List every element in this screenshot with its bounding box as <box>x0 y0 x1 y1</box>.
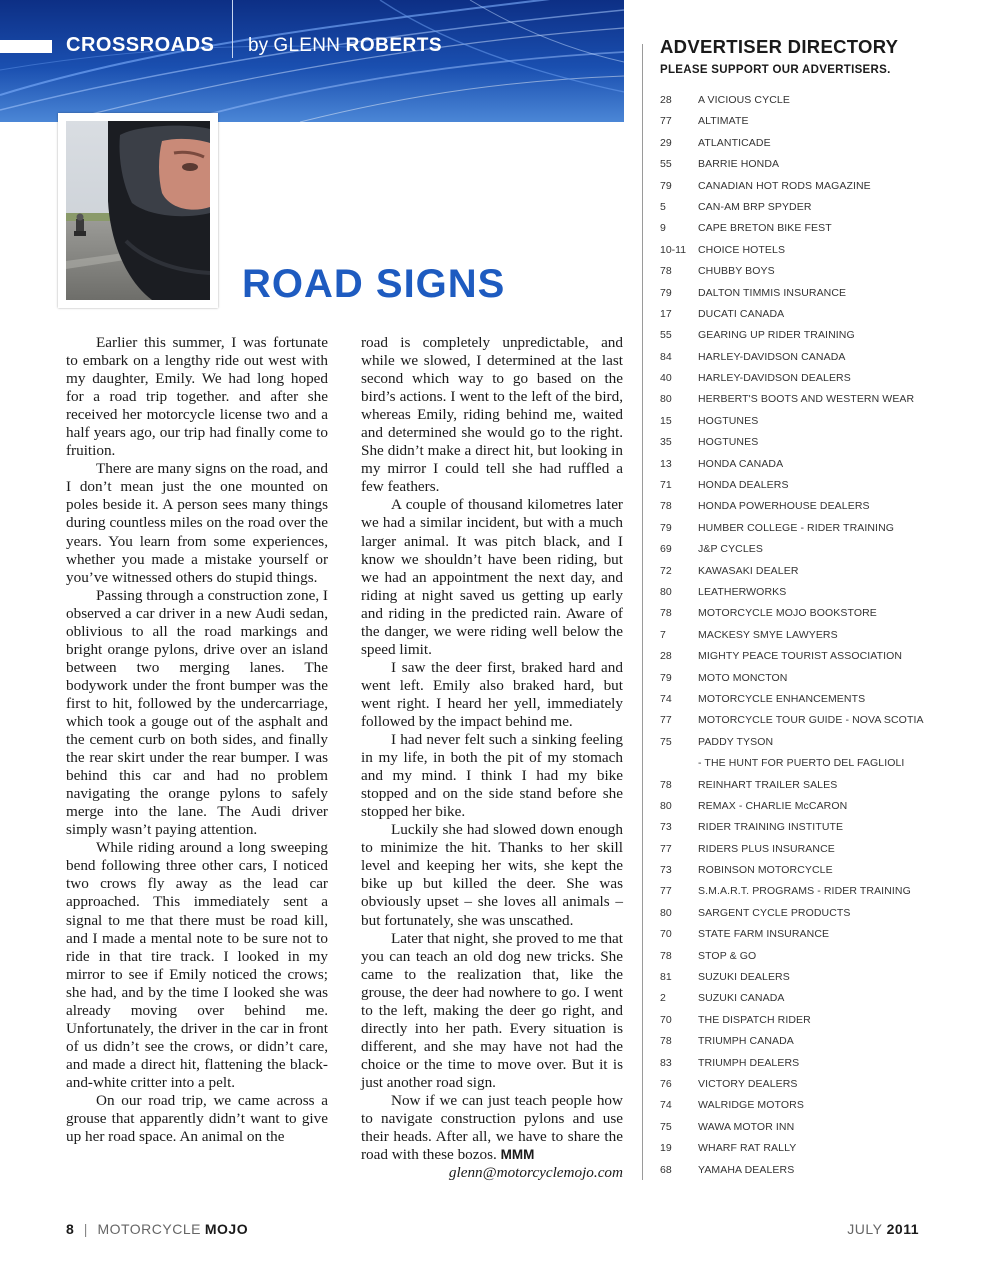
directory-entry-page: 17 <box>660 307 672 320</box>
directory-entry-name: STOP & GO <box>698 949 757 962</box>
paragraph: Later that night, she proved to me that you can teach an old dog new tricks. She came to the realization that, like the grouse, the deer had nowhere to go. I went to the left, making the deer go right, and directly into her path. Every situation is different, and she may have not had the choice or the time to move over. But it is just another road sign. <box>361 929 623 1091</box>
paragraph-continued: road is completely unpredictable, and while we slowed, I determined at the last second which way to go based on the bird’s actions. I went to the left of the bird, whereas Emily, riding behind me, waited and determined she would go to the right. She didn’t make a direct hit, but looking in my mirror I could tell she had ruffled a few feathers. <box>361 334 623 496</box>
directory-entry <box>660 1010 960 1031</box>
directory-entry <box>660 304 960 325</box>
directory-entry-page: 79 <box>660 671 672 684</box>
directory-entry-page: 80 <box>660 799 672 812</box>
header-swoosh-graphic <box>0 0 624 122</box>
directory-entry <box>660 967 960 988</box>
author-first-name: GLENN <box>273 35 341 56</box>
author-last-name: ROBERTS <box>345 35 443 56</box>
directory-entry-page: 69 <box>660 543 672 556</box>
directory-subtitle: PLEASE SUPPORT OUR ADVERTISERS. <box>660 64 891 76</box>
directory-entry-page: 83 <box>660 1056 672 1069</box>
directory-entry-name: HONDA POWERHOUSE DEALERS <box>698 500 870 513</box>
directory-entry-page: 13 <box>660 457 672 470</box>
directory-entry <box>660 817 960 838</box>
directory-entry <box>660 1160 960 1181</box>
directory-entry <box>660 903 960 924</box>
author-email[interactable]: glenn@motorcyclemojo.com <box>448 1164 623 1182</box>
directory-entry-page: 72 <box>660 564 672 577</box>
directory-entry-page: 75 <box>660 735 672 748</box>
directory-entry <box>660 176 960 197</box>
directory-entry <box>660 432 960 453</box>
header-divider <box>232 0 233 58</box>
directory-entry-name: DUCATI CANADA <box>698 307 785 320</box>
directory-entry-name: HUMBER COLLEGE - RIDER TRAINING <box>698 521 895 534</box>
directory-entry <box>660 133 960 154</box>
directory-entry <box>660 946 960 967</box>
directory-entry-page: 80 <box>660 393 672 406</box>
directory-entry-name: ATLANTICADE <box>698 136 771 149</box>
directory-entry-name: WALRIDGE MOTORS <box>698 1099 804 1112</box>
directory-entry-page: 40 <box>660 372 672 385</box>
directory-entry-page: 75 <box>660 1120 672 1133</box>
directory-entry <box>660 839 960 860</box>
directory-entry <box>660 753 960 774</box>
directory-entry-page: 35 <box>660 436 672 449</box>
directory-entry-name: PADDY TYSON <box>698 735 774 748</box>
directory-entry <box>660 1117 960 1138</box>
directory-entry-name: HOGTUNES <box>698 436 759 449</box>
paragraph: On our road trip, we came across a grouse that apparently didn’t want to give up her road space. An animal on the <box>66 1091 328 1146</box>
directory-entry-name: YAMAHA DEALERS <box>698 1163 795 1176</box>
directory-entry <box>660 347 960 368</box>
directory-entry-page: 68 <box>660 1163 672 1176</box>
directory-title: ADVERTISER DIRECTORY <box>660 36 899 57</box>
directory-entry-page: 78 <box>660 265 672 278</box>
directory-entry <box>660 283 960 304</box>
directory-entry-name: REINHART TRAILER SALES <box>698 778 838 791</box>
directory-entry <box>660 668 960 689</box>
directory-entry-page: 81 <box>660 971 672 984</box>
directory-entry-page: 76 <box>660 1077 672 1090</box>
directory-entry <box>660 646 960 667</box>
directory-entry-name: HARLEY-DAVIDSON DEALERS <box>698 372 851 385</box>
directory-entry <box>660 1095 960 1116</box>
author-photo <box>58 113 218 308</box>
directory-entry <box>660 1074 960 1095</box>
article-column-right <box>361 334 623 1182</box>
directory-entry-name: HONDA DEALERS <box>698 479 789 492</box>
directory-entry <box>660 368 960 389</box>
magazine-name-first: MOTORCYCLE <box>97 1221 201 1237</box>
directory-entry <box>660 389 960 410</box>
directory-entry <box>660 603 960 624</box>
paragraph: I saw the deer first, braked hard and went left. Emily also braked hard, but went right. I heard her yell, immediately followed by the impact behind me. <box>361 658 623 730</box>
directory-entry <box>660 561 960 582</box>
directory-entry <box>660 582 960 603</box>
directory-entry <box>660 496 960 517</box>
directory-entry-page: 70 <box>660 1013 672 1026</box>
paragraph: While riding around a long sweeping bend following three other cars, I noticed two crows fly away as the lead car approached. This immediately sent a signal to me that there must be road kill, and I made a mental note to be sure not to ride in that tire track. I looked in my mirror to see if Emily noticed the crows; she had, and by the time I looked she was already moving over behind me. Unfortunately, the driver in the car in front of us didn’t see the crows, or didn’t care, and made a direct hit, flattening the black-and-white critter into a pelt. <box>66 839 328 1091</box>
directory-entry-name: VICTORY DEALERS <box>698 1077 798 1090</box>
directory-entry-name: GEARING UP RIDER TRAINING <box>698 329 855 342</box>
directory-entry <box>660 1031 960 1052</box>
directory-entry-name: CANADIAN HOT RODS MAGAZINE <box>698 179 871 192</box>
directory-entry-page: 2 <box>660 992 666 1005</box>
article-headline: ROAD SIGNS <box>242 262 506 306</box>
directory-entry-name: MACKESY SMYE LAWYERS <box>698 628 838 641</box>
directory-entry-name: RIDER TRAINING INSTITUTE <box>698 821 844 834</box>
directory-entry-page: 78 <box>660 778 672 791</box>
directory-entry-name: S.M.A.R.T. PROGRAMS - RIDER TRAINING <box>698 885 911 898</box>
directory-entry-name: CAN-AM BRP SPYDER <box>698 200 812 213</box>
directory-entry-name: TRIUMPH DEALERS <box>698 1056 800 1069</box>
directory-entry-page: 80 <box>660 585 672 598</box>
directory-entry-page: 80 <box>660 906 672 919</box>
directory-entry <box>660 924 960 945</box>
directory-entry-name: SARGENT CYCLE PRODUCTS <box>698 906 851 919</box>
issue-month: JULY <box>847 1221 883 1237</box>
directory-entry <box>660 518 960 539</box>
directory-entry-page: 55 <box>660 329 672 342</box>
directory-entry-page: 78 <box>660 949 672 962</box>
directory-entry-name: SUZUKI CANADA <box>698 992 785 1005</box>
directory-entry <box>660 454 960 475</box>
directory-entry-page: 15 <box>660 414 672 427</box>
closing-paragraph <box>361 1092 623 1164</box>
section-marker-bar <box>0 40 52 53</box>
directory-entry <box>660 710 960 731</box>
directory-entry <box>660 154 960 175</box>
directory-entry-name: CAPE BRETON BIKE FEST <box>698 222 832 235</box>
directory-entry-name: LEATHERWORKS <box>698 585 787 598</box>
directory-entry <box>660 475 960 496</box>
directory-entry-page: 9 <box>660 222 666 235</box>
directory-entry-name: BARRIE HONDA <box>698 158 780 171</box>
closing-text: Now if we can just teach people how to navigate construction pylons and use their heads. After all, we have to share the road with these bozos. <box>361 1091 623 1164</box>
directory-entry-page: 29 <box>660 136 672 149</box>
directory-entry <box>660 197 960 218</box>
directory-entry-page: 19 <box>660 1142 672 1155</box>
directory-entry-name: MOTORCYCLE ENHANCEMENTS <box>698 692 866 705</box>
directory-entry-page: 79 <box>660 286 672 299</box>
paragraph: There are many signs on the road, and I don’t mean just the one mounted on poles beside it. A person sees many things during countless miles on the road over the years. You learn from some experiences, whether you made a mistake yourself or you’ve witnessed others do stupid things. <box>66 460 328 586</box>
section-title: CROSSROADS <box>66 34 215 56</box>
directory-entry-name: MOTO MONCTON <box>698 671 788 684</box>
directory-entry <box>660 218 960 239</box>
directory-entry-name: HOGTUNES <box>698 414 759 427</box>
directory-entry-page: 78 <box>660 500 672 513</box>
directory-entry-name: HERBERT'S BOOTS AND WESTERN WEAR <box>698 393 915 406</box>
page-number: 8 <box>66 1221 74 1237</box>
directory-entry <box>660 625 960 646</box>
paragraph: Earlier this summer, I was fortunate to embark on a lengthy ride out west with my daughter, Emily. We had long hoped for a road trip together. and after she received her motorcycle license two and a half years ago, our trip had finally come to fruition. <box>66 334 328 460</box>
directory-entry-name: DALTON TIMMIS INSURANCE <box>698 286 847 299</box>
directory-entry-page: 78 <box>660 607 672 620</box>
directory-entry <box>660 732 960 753</box>
directory-entry <box>660 881 960 902</box>
byline <box>248 35 442 57</box>
footer-issue-date <box>847 1221 919 1237</box>
byline-prefix: by <box>248 35 269 56</box>
directory-entry <box>660 261 960 282</box>
article-column-left <box>66 334 328 1146</box>
directory-entry-name: ALTIMATE <box>698 115 749 128</box>
paragraph: I had never felt such a sinking feeling in my life, in both the pit of my stomach and my mind. I think I had my bike stopped and on the side stand before she stopped her bike. <box>361 731 623 821</box>
directory-entry-name: TRIUMPH CANADA <box>698 1035 794 1048</box>
directory-entry-name: A VICIOUS CYCLE <box>698 94 790 106</box>
header-band <box>0 0 624 122</box>
directory-entry-name: KAWASAKI DEALER <box>698 564 799 577</box>
advertiser-list <box>660 90 960 1181</box>
paragraph: Luckily she had slowed down enough to minimize the hit. Thanks to her skill level and keeping her wits, she kept the bike up but killed the deer. She was obviously upset – she loves all animals – but fortunately, she was unscathed. <box>361 821 623 929</box>
directory-entry <box>660 111 960 132</box>
rider-helmet-photo-icon <box>66 121 210 300</box>
issue-year: 2011 <box>886 1221 919 1237</box>
directory-entry <box>660 1053 960 1074</box>
directory-entry <box>660 860 960 881</box>
directory-entry <box>660 796 960 817</box>
directory-entry-name: MIGHTY PEACE TOURIST ASSOCIATION <box>698 650 903 663</box>
directory-entry-page: 28 <box>660 94 672 106</box>
directory-entry-page: 78 <box>660 1035 672 1048</box>
directory-entry-name: - THE HUNT FOR PUERTO DEL FAGLIOLI <box>698 757 905 770</box>
directory-entry-name: WHARF RAT RALLY <box>698 1142 797 1155</box>
directory-entry-name: SUZUKI DEALERS <box>698 971 790 984</box>
directory-entry-page: 7 <box>660 628 666 641</box>
directory-entry-name: MOTORCYCLE TOUR GUIDE - NOVA SCOTIA <box>698 714 924 727</box>
footer-folio <box>66 1221 248 1237</box>
directory-entry <box>660 689 960 710</box>
directory-entry-name: THE DISPATCH RIDER <box>698 1013 811 1026</box>
column-rule <box>642 44 643 1180</box>
directory-entry-name: STATE FARM INSURANCE <box>698 928 830 941</box>
directory-entry-name: J&P CYCLES <box>698 543 763 556</box>
directory-entry-name: MOTORCYCLE MOJO BOOKSTORE <box>698 607 877 620</box>
directory-entry-page: 74 <box>660 1099 672 1112</box>
footer-separator: | <box>83 1221 88 1237</box>
directory-entry-name: HARLEY-DAVIDSON CANADA <box>698 350 846 363</box>
directory-entry-name: RIDERS PLUS INSURANCE <box>698 842 835 855</box>
end-mark: MMM <box>500 1147 535 1163</box>
directory-entry-page: 79 <box>660 179 672 192</box>
directory-entry-page: 77 <box>660 115 672 128</box>
directory-entry-page: 74 <box>660 692 672 705</box>
directory-entry-page: 73 <box>660 864 672 877</box>
directory-entry-page: 77 <box>660 842 672 855</box>
directory-entry-page: 71 <box>660 479 672 492</box>
magazine-name-second: MOJO <box>204 1221 249 1237</box>
directory-entry-name: ROBINSON MOTORCYCLE <box>698 864 833 877</box>
directory-entry <box>660 90 960 111</box>
directory-entry <box>660 1138 960 1159</box>
paragraph: A couple of thousand kilometres later we had a similar incident, but with a much larger animal. It was pitch black, and I know we shouldn’t have been riding, but we had an appointment the next day, and riding at night saved us getting up early and riding in the predicted rain. Aware of the danger, we were riding well below the speed limit. <box>361 496 623 658</box>
directory-entry-page: 5 <box>660 200 666 213</box>
directory-entry-page: 10-11 <box>660 243 687 256</box>
directory-entry <box>660 988 960 1009</box>
directory-entry-name: REMAX - CHARLIE McCARON <box>698 799 848 812</box>
directory-entry-page: 55 <box>660 158 672 171</box>
directory-entry-name: CHUBBY BOYS <box>698 265 775 278</box>
directory-entry-name: CHOICE HOTELS <box>698 243 786 256</box>
directory-entry <box>660 325 960 346</box>
directory-entry-page: 77 <box>660 885 672 898</box>
directory-entry-page: 73 <box>660 821 672 834</box>
paragraph: Passing through a construction zone, I observed a car driver in a new Audi sedan, oblivious to all the road markings and bright orange pylons, drive over an island between two merging lanes. The bodywork under the front bumper was the first to hit, followed by the undercarriage, which took a gouge out of the asphalt and the cement curb on both sides, and finally the rear skirt under the rear bumper. I was behind this car and had no problem navigating the orange pylons to safely merge into the lane. The Audi driver simply wasn’t paying attention. <box>66 586 328 839</box>
directory-entry <box>660 775 960 796</box>
directory-entry-name: WAWA MOTOR INN <box>698 1120 795 1133</box>
directory-entry-page: 70 <box>660 928 672 941</box>
directory-entry <box>660 240 960 261</box>
directory-entry-page: 79 <box>660 521 672 534</box>
directory-entry <box>660 411 960 432</box>
directory-entry-page: 77 <box>660 714 672 727</box>
directory-entry-page: 84 <box>660 350 672 363</box>
directory-entry-name: HONDA CANADA <box>698 457 784 470</box>
directory-entry <box>660 539 960 560</box>
directory-entry-page: 28 <box>660 650 672 663</box>
